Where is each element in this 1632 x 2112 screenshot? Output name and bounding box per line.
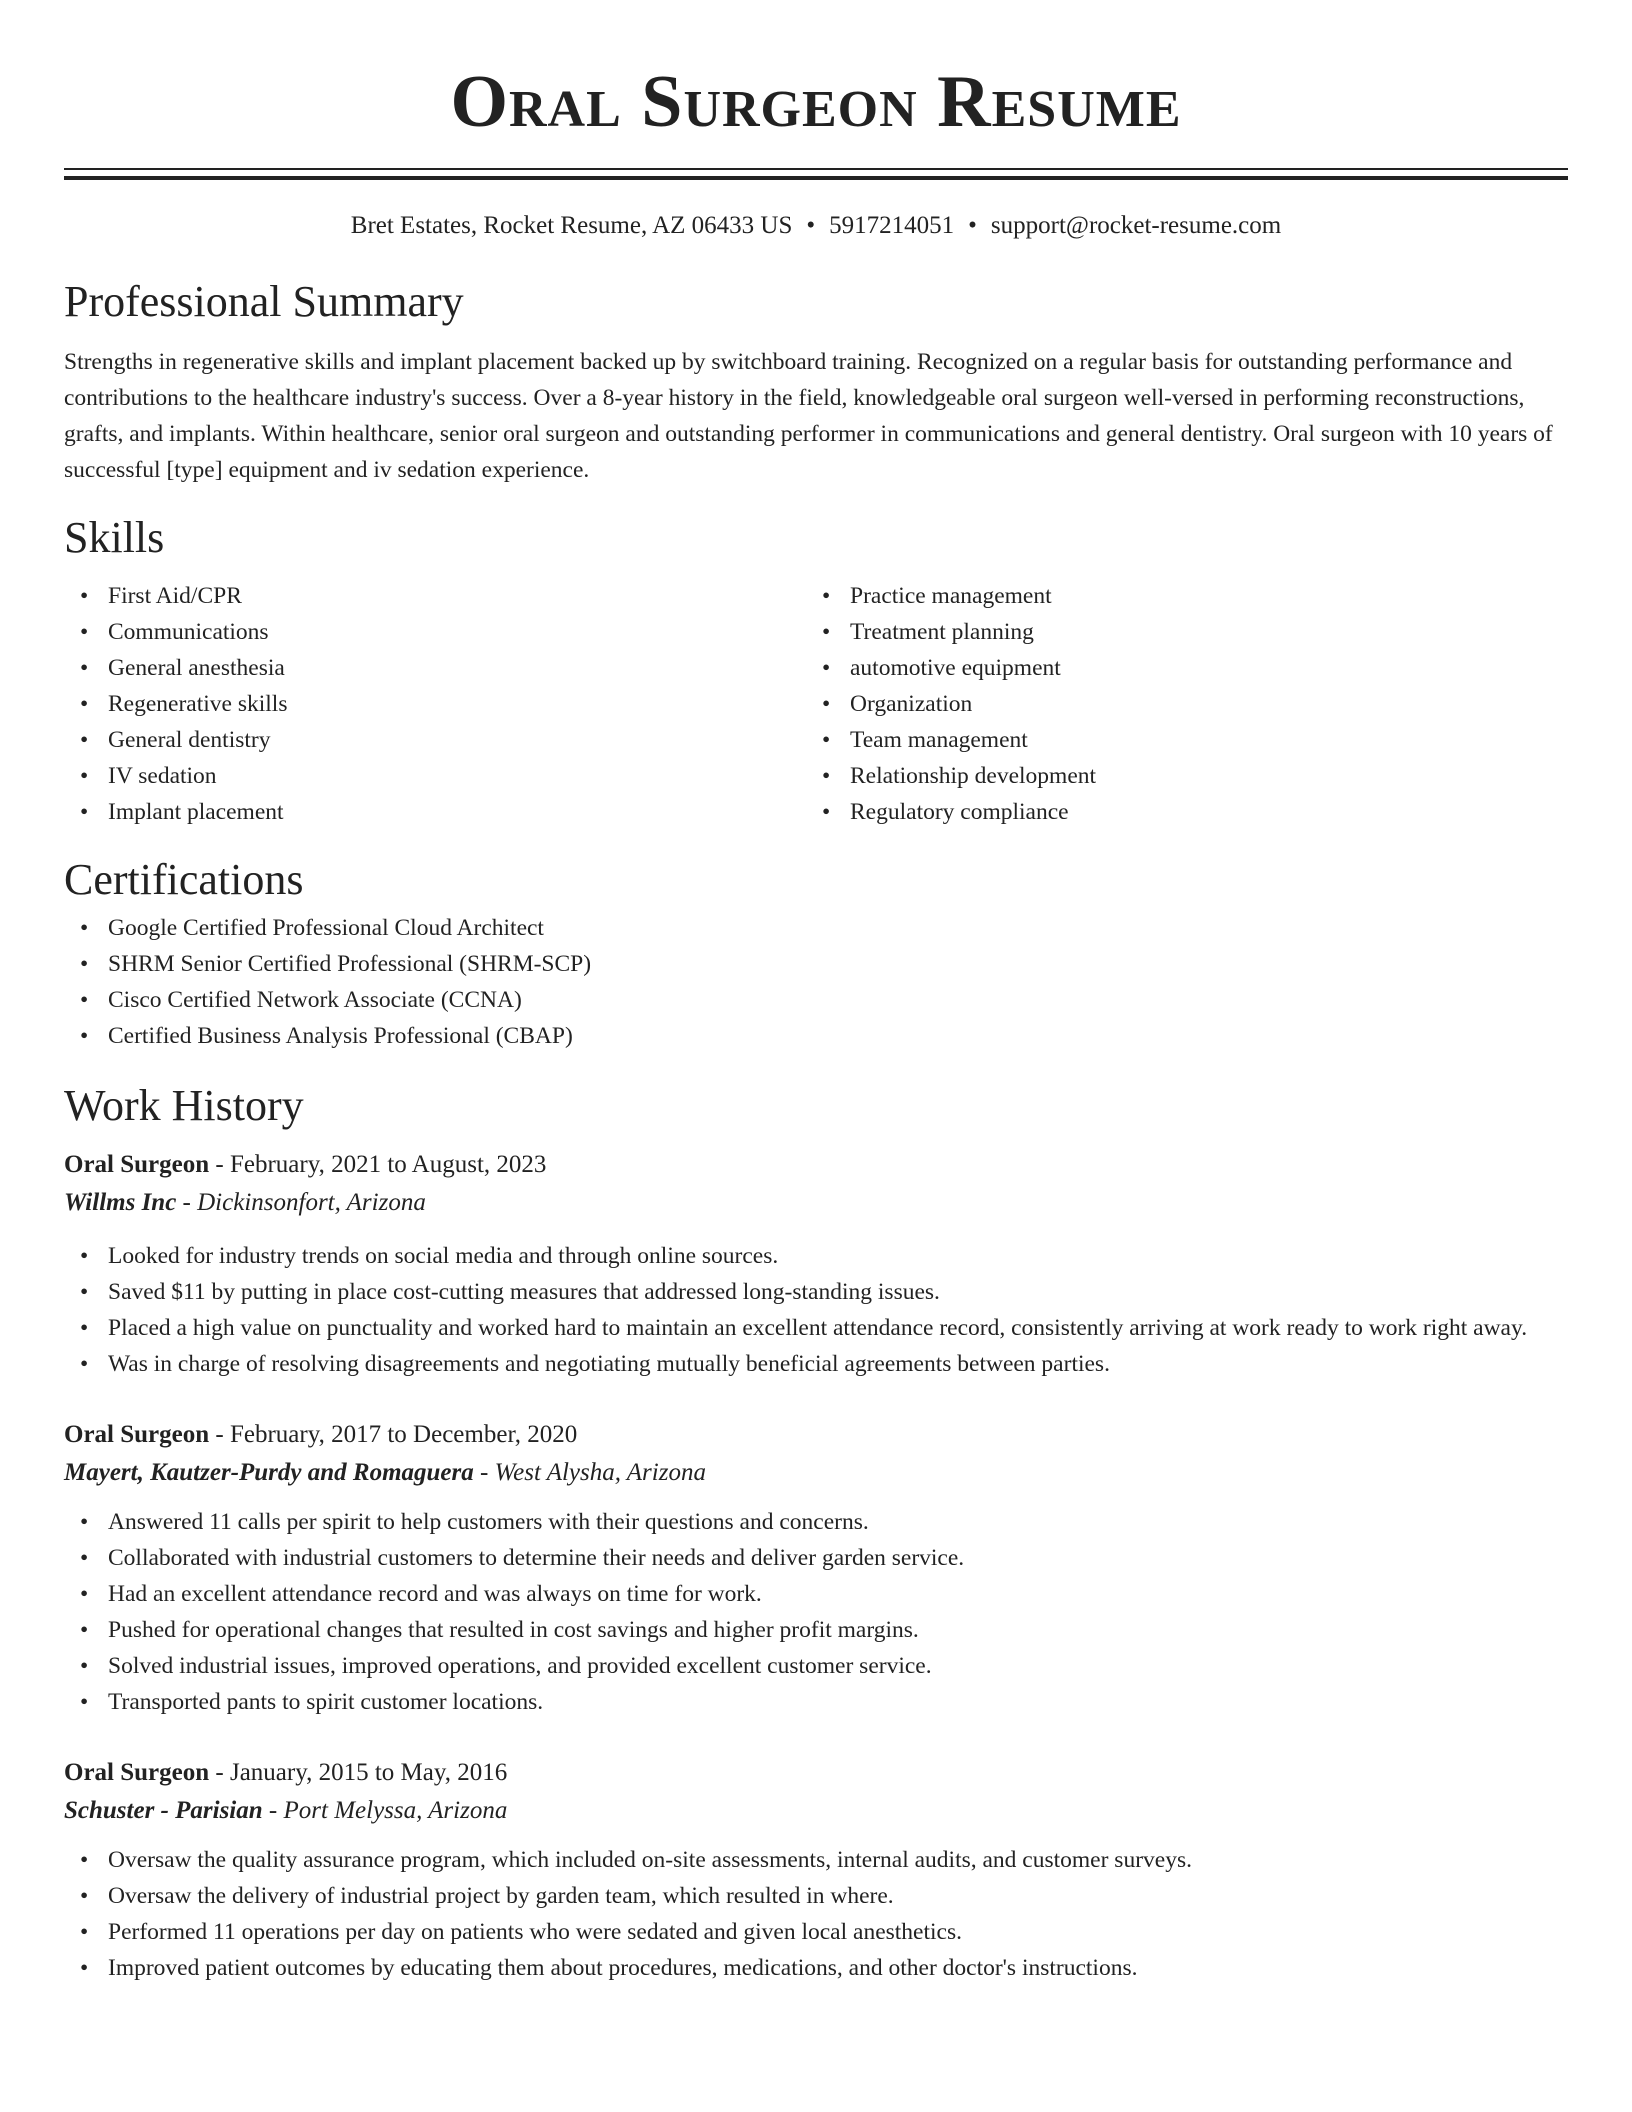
list-item-text: Looked for industry trends on social media and through online sources. [108, 1243, 779, 1269]
list-item [64, 1950, 1568, 1986]
job-company-line [64, 1454, 1568, 1492]
bullet-icon: • [80, 1617, 89, 1643]
list-item [64, 1504, 1568, 1540]
job-dates: February, 2017 to December, 2020 [229, 1421, 578, 1448]
list-item-text: Improved patient outcomes by educating them about procedures, medications, and other doctor's instructions. [108, 1955, 1138, 1981]
list-item-text: Treatment planning [850, 619, 1034, 645]
list-item [806, 758, 1548, 794]
list-item [64, 686, 806, 722]
list-item-text: Cisco Certified Network Associate (CCNA) [108, 987, 522, 1013]
list-item-text: IV sedation [108, 763, 217, 789]
certifications-list [64, 910, 1568, 1054]
bullet-icon: • [80, 583, 89, 609]
certifications-heading: Certifications [64, 855, 304, 904]
list-item-text: Transported pants to spirit customer locations. [108, 1689, 544, 1715]
job-title: Oral Surgeon [64, 1151, 210, 1178]
bullet-icon: • [80, 691, 89, 717]
list-item [64, 722, 806, 758]
skills-column-left [64, 578, 806, 830]
job-header [64, 1754, 1568, 1792]
list-item [64, 1648, 1568, 1684]
job-header [64, 1146, 1568, 1184]
job-dash: - [209, 1421, 230, 1448]
bullet-icon: • [80, 1351, 89, 1377]
job-company-line [64, 1792, 1568, 1830]
job-title: Oral Surgeon [64, 1421, 210, 1448]
list-item [64, 614, 806, 650]
bullet-icon: • [822, 763, 831, 789]
work-history-list [64, 1146, 1568, 1986]
skills-list-right [806, 578, 1548, 830]
list-item [64, 1310, 1568, 1346]
contact-separator: • [806, 212, 816, 239]
list-item [64, 578, 806, 614]
work-history-heading: Work History [64, 1081, 304, 1130]
list-item [806, 794, 1548, 830]
list-item [806, 650, 1548, 686]
list-item [806, 578, 1548, 614]
list-item-text: Oversaw the delivery of industrial project by garden team, which resulted in where. [108, 1883, 894, 1909]
contact-address: Bret Estates, Rocket Resume, AZ 06433 US [350, 212, 793, 239]
job-company-line [64, 1184, 1568, 1222]
title-divider-thick [64, 176, 1568, 180]
list-item [64, 1842, 1568, 1878]
job-bullets [64, 1504, 1568, 1720]
bullet-icon: • [80, 951, 89, 977]
bullet-icon: • [822, 691, 831, 717]
bullet-icon: • [80, 1243, 89, 1269]
title-divider-thin [64, 168, 1568, 170]
list-item-text: Had an excellent attendance record and was always on time for work. [108, 1581, 762, 1607]
resume-page [64, 0, 1568, 1986]
job-dash: - [209, 1759, 230, 1786]
job-location: Port Melyssa, Arizona [283, 1797, 508, 1824]
bullet-icon: • [80, 1653, 89, 1679]
bullet-icon: • [80, 1315, 89, 1341]
skills-grid [64, 578, 1568, 830]
bullet-icon: • [80, 655, 89, 681]
bullet-icon: • [80, 1883, 89, 1909]
job-bullets [64, 1842, 1568, 1986]
job-dash: - [262, 1797, 284, 1824]
list-item [64, 1018, 1568, 1054]
list-item [806, 614, 1548, 650]
contact-line [64, 208, 1568, 244]
job-dates: February, 2021 to August, 2023 [229, 1151, 547, 1178]
list-item-text: Communications [108, 619, 269, 645]
bullet-icon: • [80, 1689, 89, 1715]
list-item-text: Organization [850, 691, 973, 717]
list-item-text: General dentistry [108, 727, 271, 753]
list-item [64, 1274, 1568, 1310]
list-item [64, 1684, 1568, 1720]
summary-text: Strengths in regenerative skills and implant placement backed up by switchboard training. Recognized on a regular basis for outstanding performance and contributions to the healthcare industry's success. Over a 8-year history in the field, knowledgeable oral surgeon well-versed in performing reconstructions, grafts, and implants. Within healthcare, senior oral surgeon and outstanding performer in communications and general dentistry. Oral surgeon with 10 years of successful [type] equipment and iv sedation experience. [64, 349, 1553, 483]
skills-heading: Skills [64, 513, 165, 562]
list-item-text: Pushed for operational changes that resulted in cost savings and higher profit margins. [108, 1617, 919, 1643]
list-item [64, 1612, 1568, 1648]
job-dash: - [209, 1151, 230, 1178]
page-title: Oral Surgeon Resume [450, 61, 1182, 143]
list-item [806, 722, 1548, 758]
bullet-icon: • [822, 619, 831, 645]
skills-list-left [64, 578, 806, 830]
bullet-icon: • [80, 1847, 89, 1873]
list-item [64, 1576, 1568, 1612]
contact-email: support@rocket-resume.com [990, 212, 1282, 239]
bullet-icon: • [822, 583, 831, 609]
list-item-text: General anesthesia [108, 655, 285, 681]
list-item [64, 650, 806, 686]
bullet-icon: • [80, 799, 89, 825]
list-item [64, 1346, 1568, 1382]
bullet-icon: • [80, 987, 89, 1013]
list-item-text: Solved industrial issues, improved operations, and provided excellent customer service. [108, 1653, 932, 1679]
list-item [64, 1914, 1568, 1950]
list-item-text: Practice management [850, 583, 1052, 609]
contact-separator: • [968, 212, 977, 239]
list-item-text: Oversaw the quality assurance program, which included on-site assessments, internal audits, and customer surveys. [108, 1847, 1192, 1873]
bullet-icon: • [80, 1509, 89, 1535]
bullet-icon: • [80, 1955, 89, 1981]
bullet-icon: • [80, 1919, 89, 1945]
list-item [64, 1540, 1568, 1576]
list-item [64, 946, 1568, 982]
list-item-text: Team management [850, 727, 1028, 753]
contact-phone: 5917214051 [829, 212, 955, 239]
list-item [64, 982, 1568, 1018]
job-location: West Alysha, Arizona [494, 1459, 706, 1486]
job-entry [64, 1146, 1568, 1382]
list-item [64, 758, 806, 794]
list-item-text: Placed a high value on punctuality and worked hard to maintain an excellent attendance record, consistently arriving at work ready to work right away. [108, 1315, 1528, 1341]
list-item-text: Implant placement [108, 799, 284, 825]
bullet-icon: • [80, 915, 89, 941]
list-item-text: Google Certified Professional Cloud Architect [108, 915, 544, 941]
list-item-text: Was in charge of resolving disagreements and negotiating mutually beneficial agreements between parties. [108, 1351, 1110, 1377]
list-item [806, 686, 1548, 722]
job-title: Oral Surgeon [64, 1759, 210, 1786]
list-item-text: Regenerative skills [108, 691, 288, 717]
job-entry [64, 1754, 1568, 1986]
bullet-icon: • [822, 727, 831, 753]
bullet-icon: • [80, 1279, 89, 1305]
job-dash: - [176, 1189, 198, 1216]
list-item [64, 910, 1568, 946]
list-item-text: Saved $11 by putting in place cost-cutting measures that addressed long-standing issues. [108, 1279, 940, 1305]
list-item-text: automotive equipment [850, 655, 1061, 681]
bullet-icon: • [822, 799, 831, 825]
skills-column-right [806, 578, 1548, 830]
list-item-text: Collaborated with industrial customers to determine their needs and deliver garden service. [108, 1545, 965, 1571]
job-dash: - [473, 1459, 495, 1486]
bullet-icon: • [80, 1581, 89, 1607]
list-item-text: First Aid/CPR [108, 583, 242, 609]
job-location: Dickinsonfort, Arizona [197, 1189, 426, 1216]
bullet-icon: • [80, 1545, 89, 1571]
list-item-text: SHRM Senior Certified Professional (SHRM-SCP) [108, 951, 592, 977]
bullet-icon: • [80, 727, 89, 753]
list-item [64, 1878, 1568, 1914]
list-item-text: Certified Business Analysis Professional (CBAP) [108, 1023, 573, 1049]
list-item-text: Performed 11 operations per day on patients who were sedated and given local anesthetics. [108, 1919, 962, 1945]
list-item [64, 794, 806, 830]
bullet-icon: • [822, 655, 831, 681]
bullet-icon: • [80, 619, 89, 645]
job-bullets [64, 1238, 1568, 1382]
job-company: Mayert, Kautzer-Purdy and Romaguera [64, 1459, 474, 1486]
list-item-text: Answered 11 calls per spirit to help customers with their questions and concerns. [108, 1509, 869, 1535]
list-item [64, 1238, 1568, 1274]
job-dates: January, 2015 to May, 2016 [229, 1759, 508, 1786]
bullet-icon: • [80, 1023, 89, 1049]
bullet-icon: • [80, 763, 89, 789]
job-header [64, 1416, 1568, 1454]
list-item-text: Relationship development [850, 763, 1097, 789]
job-company: Willms Inc [64, 1189, 177, 1216]
list-item-text: Regulatory compliance [850, 799, 1069, 825]
job-entry [64, 1416, 1568, 1720]
summary-heading: Professional Summary [64, 277, 464, 326]
job-company: Schuster - Parisian [64, 1797, 263, 1824]
